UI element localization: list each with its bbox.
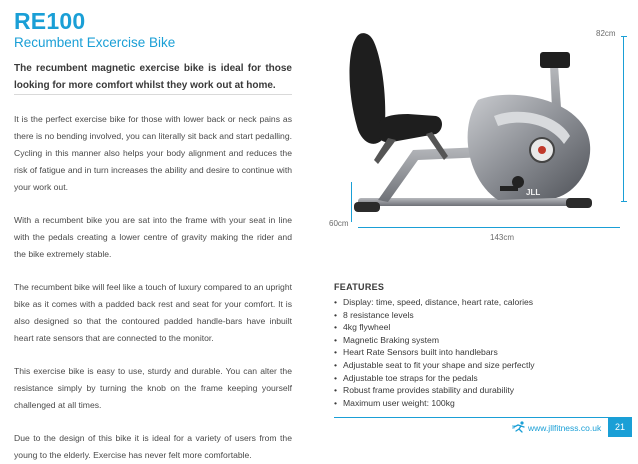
footer-divider <box>334 417 611 418</box>
width-dimension-line <box>351 182 352 222</box>
height-dimension-label: 82cm <box>596 29 616 38</box>
height-dimension-line <box>623 36 624 202</box>
page-number: 21 <box>608 417 632 437</box>
feature-item: • 4kg flywheel <box>334 321 614 334</box>
runner-icon <box>512 421 526 433</box>
description-column <box>14 60 292 464</box>
feature-item: • Heart Rate Sensors built into handlebars <box>334 346 614 359</box>
length-dimension-line <box>358 227 620 228</box>
feature-item: • Adjustable toe straps for the pedals <box>334 372 614 385</box>
feature-item: • 8 resistance levels <box>334 309 614 322</box>
paragraph: This exercise bike is easy to use, sturdy and durable. You can alter the resistance simply by turning the knob on the frame keeping yourself challenged at all times. <box>14 366 292 410</box>
brand-logo: JLL <box>526 188 541 197</box>
width-dimension-label: 60cm <box>329 219 349 228</box>
feature-item: • Adjustable seat to fit your shape and size perfectly <box>334 359 614 372</box>
feature-item: • Maximum user weight: 100kg <box>334 397 614 410</box>
features-list <box>334 296 614 409</box>
bike-image <box>318 10 618 230</box>
paragraph: The recumbent bike will feel like a touch of luxury compared to an upright bike as it comes with a padded back rest and seat for your comfort. It is also designed so that the contoured padded handle-bars have inbuilt heart rate sensors that are connected to the monitor. <box>14 282 293 343</box>
model-title: RE100 <box>14 8 86 34</box>
features-section <box>334 282 614 409</box>
lead-paragraph: The recumbent magnetic exercise bike is ideal for those looking for more comfort whilst they work out at home. <box>14 60 292 95</box>
website-link[interactable]: www.jllfitness.co.uk <box>528 423 602 433</box>
feature-item: • Display: time, speed, distance, heart rate, calories <box>334 296 614 309</box>
feature-item: • Robust frame provides stability and durability <box>334 384 614 397</box>
features-heading: FEATURES <box>334 282 385 292</box>
length-dimension-label: 143cm <box>490 233 515 242</box>
product-subtitle: Recumbent Excercise Bike <box>14 35 176 50</box>
paragraph: Due to the design of this bike it is ideal for a variety of users from the young to the elderly. Exercise has never felt more comfortable. <box>14 433 292 460</box>
paragraph: With a recumbent bike you are sat into the frame with your seat in line with the pedals creating a lower centre of gravity making the rider and the bike extremely stable. <box>14 215 292 259</box>
feature-item: • Magnetic Braking system <box>334 334 614 347</box>
paragraph: It is the perfect exercise bike for those with lower back or neck pains as there is no bending involved, you can literally sit back and start pedalling. Cycling in this manner also helps your body alignment and reduces the risk of fatigue and in turn increases the ability and desire to continue with your work out. <box>14 114 292 192</box>
